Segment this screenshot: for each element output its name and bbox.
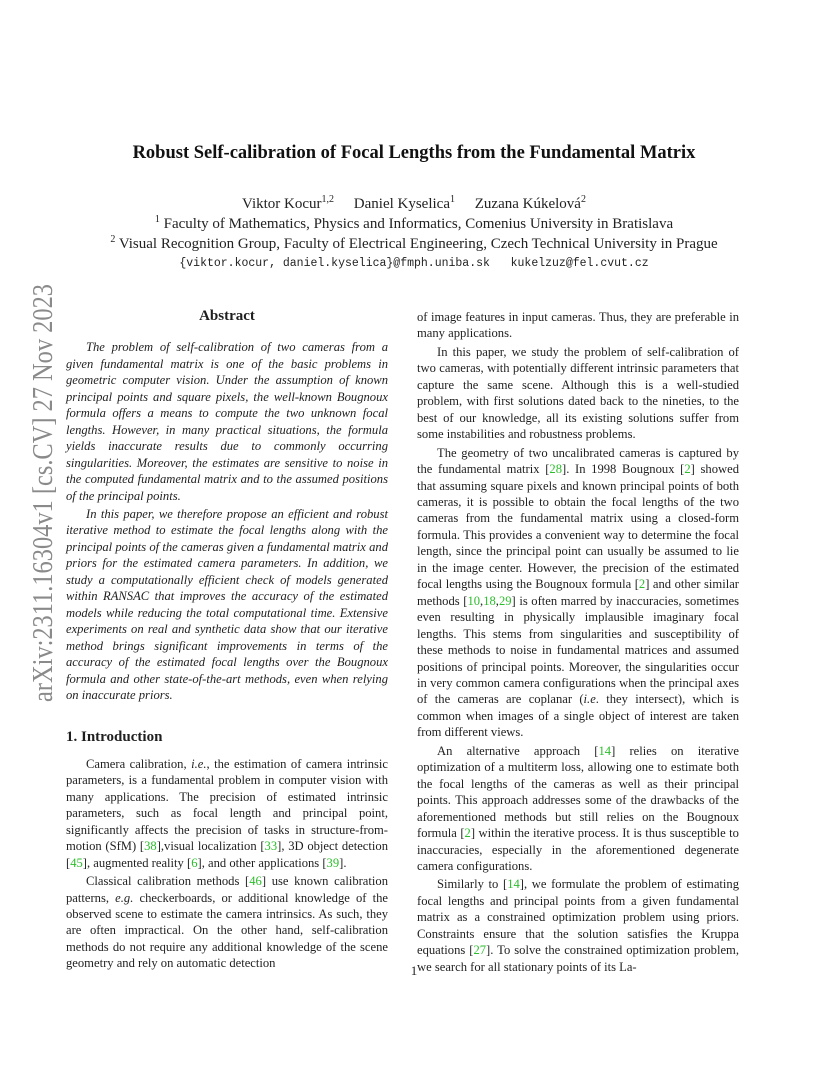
body-paragraph: of image features in input cameras. Thus, they are preferable in many applications. xyxy=(417,310,739,341)
citation-link[interactable]: 38 xyxy=(144,839,157,854)
citation-link[interactable]: 28 xyxy=(549,462,562,477)
text-run: i.e. xyxy=(191,756,207,771)
text-run: Classical calibration methods [ xyxy=(86,874,250,889)
author xyxy=(475,196,586,212)
author-name: Daniel Kyselica xyxy=(353,196,450,212)
body-paragraph xyxy=(66,756,388,871)
author xyxy=(354,196,455,212)
text-run: Similarly to [ xyxy=(437,877,508,892)
citation-link[interactable]: 14 xyxy=(507,877,520,892)
affiliation-text: Visual Recognition Group, Faculty of Electrical Engineering, Czech Technical University in Prague xyxy=(118,236,718,252)
abstract xyxy=(66,302,388,703)
body-paragraph: In this paper, we study the problem of self-calibration of two cameras, with potentially different intrinsic parameters that capture the same scene. Although this is a well-studied problem, with first solutions dated back to the nineties, to the best of our knowledge, all its existing solutions suffer from some instabilities and robustness problems. xyxy=(417,344,739,442)
citation-link[interactable]: 29 xyxy=(498,593,512,608)
author-emails: {viktor.kocur, daniel.kyselica}@fmph.uniba.sk kukelzuz@fel.cvut.cz xyxy=(179,257,649,270)
text-run: ]. xyxy=(339,855,347,870)
text-run: An alternative approach [ xyxy=(437,743,599,758)
page-number: 1 xyxy=(410,963,418,978)
author-list xyxy=(0,194,828,213)
citation-link[interactable]: 39 xyxy=(326,855,340,870)
author-affiliation-mark: 2 xyxy=(580,194,586,205)
text-run: ], and other applications [ xyxy=(197,855,327,870)
text-run: ],visual localization [ xyxy=(156,839,265,854)
citation-link[interactable]: 18 xyxy=(483,593,496,608)
author-affiliation-mark: 1 xyxy=(450,194,455,205)
affiliation-mark: 1 xyxy=(154,214,160,225)
body-paragraph xyxy=(417,743,739,875)
affiliation xyxy=(0,214,828,233)
text-run: The geometry of two uncalibrated cameras is captured by the fundamental matrix [ xyxy=(417,445,739,477)
text-run: ] is often marred by inaccuracies, sometimes even resulting in physically implausible imaginary focal lengths. This stems from singularities and susceptibility of these methods to noise in fundamental matrices and assumed positions of principal points. Moreover, the singularities occur in very common camera configurations when the principal axes of the cameras are coplanar ( xyxy=(417,593,739,707)
arxiv-stamp-text: arXiv:2311.16304v1 [cs.CV] 27 Nov 2023 xyxy=(27,205,59,702)
text-run: ], we formulate the problem of estimating focal lengths and principal points from a given fundamental matrix as a constrained optimization problem using priors. Constraints ensure that the solution satisfies the Kruppa equations [ xyxy=(417,877,739,958)
body-paragraph xyxy=(417,445,739,741)
text-run: ] showed that assuming square pixels and known principal points of both cameras, it is possible to obtain the focal lengths of the two cameras from the fundamental matrix using a closed-form formula. This provides a convenient way to determine the focal length, since the principal point can usually be assumed to lie in the image center. However, the precision of the estimated focal lengths using the Bougnoux formula [ xyxy=(417,462,739,592)
citation-link[interactable]: 33 xyxy=(264,839,278,854)
text-run: ]. In 1998 Bougnoux [ xyxy=(562,462,685,477)
abstract-heading: Abstract xyxy=(199,308,255,324)
text-run: , xyxy=(495,593,499,608)
text-run: checkerboards, or additional knowledge of the observed scene to estimate the camera intrinsics. As such, they are often impractical. On the other hand, self-calibration methods do not require any additional knowledge of the scene geometry and rely on automatic detection xyxy=(66,890,388,971)
text-run: ] within the iterative process. It is thus susceptible to inaccuracies, especially in the aforementioned degenerate camera configurations. xyxy=(417,826,739,873)
affiliation xyxy=(0,234,828,253)
author-affiliation-mark: 1,2 xyxy=(321,194,335,205)
citation-link[interactable]: 2 xyxy=(638,577,646,592)
body-paragraph xyxy=(417,876,739,975)
citation-link[interactable]: 45 xyxy=(70,855,83,870)
citation-link[interactable]: 6 xyxy=(191,855,198,870)
affiliation-mark: 2 xyxy=(110,234,116,245)
text-run: ] and other similar methods [ xyxy=(417,577,739,608)
citation-link[interactable]: 27 xyxy=(473,943,487,958)
citation-link[interactable]: 10 xyxy=(467,593,481,608)
citation-link[interactable]: 14 xyxy=(598,743,612,758)
text-run: . they intersect), which is common when images of a single object of interest are taken from different views. xyxy=(417,692,739,740)
text-run: , xyxy=(480,593,484,608)
citation-link[interactable]: 2 xyxy=(684,462,691,477)
text-run: e.g. xyxy=(115,890,134,905)
left-column xyxy=(66,302,388,972)
citation-link[interactable]: 2 xyxy=(464,826,471,841)
text-run: ] use known calibration patterns, xyxy=(66,874,388,905)
introduction-section xyxy=(66,729,388,971)
abstract-paragraph: In this paper, we therefore propose an efficient and robust iterative method to estimate the focal lengths along with the principal points of the cameras given a fundamental matrix and priors for the estimated camera parameters. In addition, we study a computationally efficient check of models generated within RANSAC that improves the accuracy of the estimated models while reducing the total computational time. Extensive experiments on real and synthetic data show that our iterative method brings significant improvements in terms of the accuracy of the estimated focal lengths over the Bougnoux formula and other state-of-the-art methods, even when relying on inaccurate priors. xyxy=(66,506,388,702)
text-run: ]. To solve the constrained optimization problem, we search for all stationary points of its La- xyxy=(417,943,739,974)
paper-title: Robust Self-calibration of Focal Lengths from the Fundamental Matrix xyxy=(132,143,696,163)
text-run: ], 3D object detection [ xyxy=(66,839,388,870)
text-run: i.e xyxy=(583,692,596,707)
body-paragraph xyxy=(66,873,388,972)
affiliation-text: Faculty of Mathematics, Physics and Informatics, Comenius University in Bratislava xyxy=(163,216,674,232)
author xyxy=(242,196,334,212)
text-run: , the estimation of camera intrinsic parameters, is a fundamental problem in computer vision with many applications. The precision of estimated intrinsic parameters, such as focal length and principal point, significantly affects the precision of tasks in structure-from-motion (SfM) [ xyxy=(66,756,388,854)
author-name: Zuzana Kúkelová xyxy=(474,196,581,212)
author-name: Viktor Kocur xyxy=(242,196,322,212)
text-run: Camera calibration, xyxy=(86,756,192,771)
text-run: ] relies on iterative optimization of a multiterm loss, allowing one to estimate both the focal lengths of the cameras as well as their principal points. This approach addresses some of the drawbacks of the aforementioned methods but still relies on the Bougnoux formula [ xyxy=(417,743,739,841)
section-heading: 1. Introduction xyxy=(66,729,163,746)
text-run: ], augmented reality [ xyxy=(82,855,192,870)
abstract-paragraph: The problem of self-calibration of two cameras from a given fundamental matrix is one of the basic problems in geometric computer vision. Under the assumption of known principal points and square pixels, the well-known Bougnoux formula offers a means to compute the two unknown focal lengths. However, in many practical situations, the formula yields inaccurate results due to commonly occurring singularities. Moreover, the estimates are sensitive to noise in the computed fundamental matrix and to the assumed positions of the principal points. xyxy=(66,340,388,503)
right-column xyxy=(417,309,739,975)
citation-link[interactable]: 46 xyxy=(249,874,262,889)
